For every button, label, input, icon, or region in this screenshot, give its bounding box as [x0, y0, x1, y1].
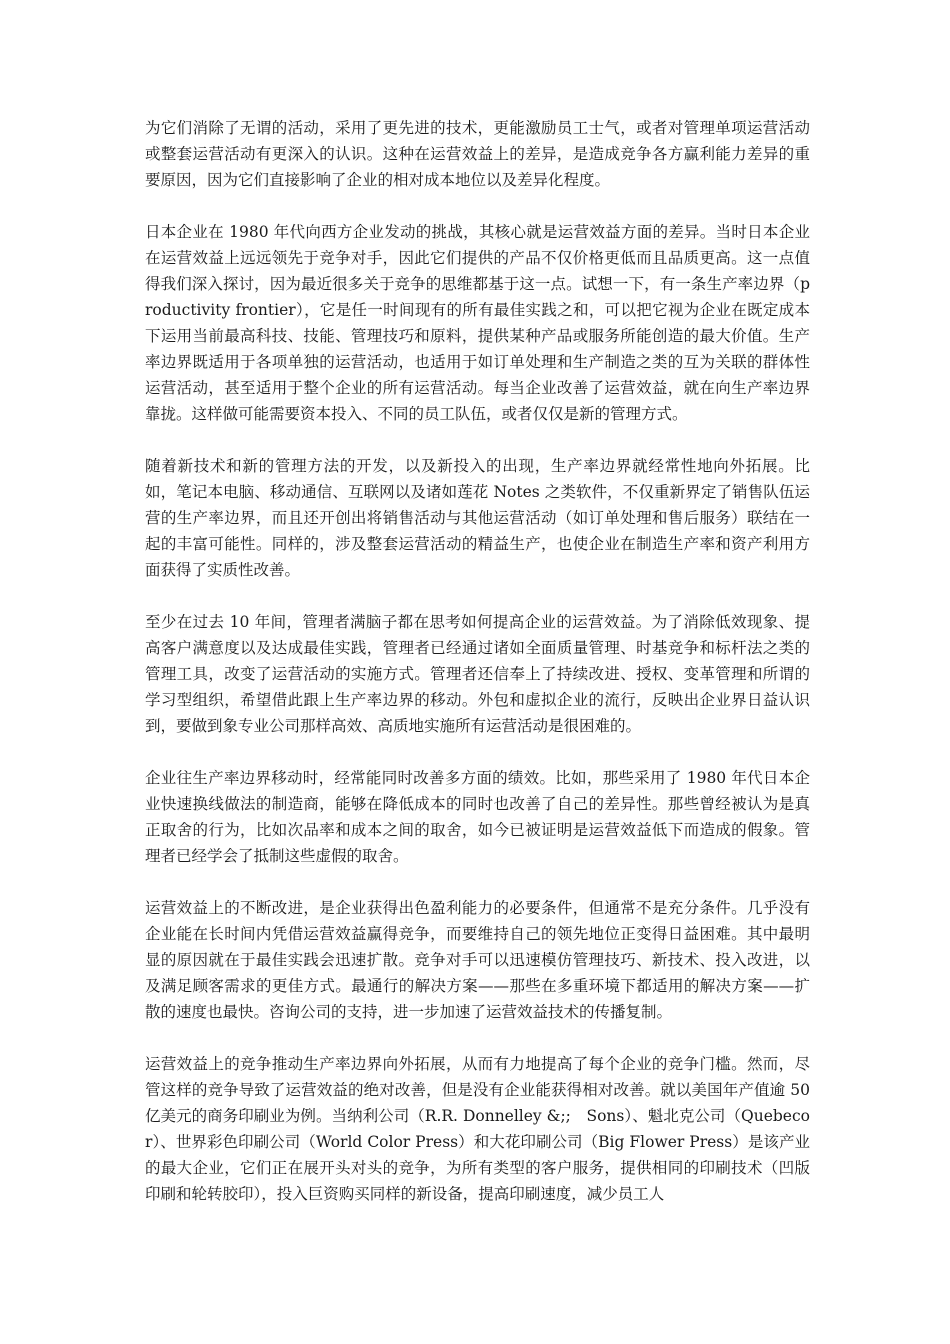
paragraph-3: 随着新技术和新的管理方法的开发，以及新投入的出现，生产率边界就经常性地向外拓展。比如，笔记本电脑、移动通信、互联网以及诸如莲花 Notes 之类软件，不仅重新界定了销售队伍运营的生产率边界，而且还开创出将销售活动与其他运营活动（如订单处理和售后服务）联结在一起的丰富可能性。同样的，涉及整套运营活动的精益生产，也使企业在制造生产率和资产利用方面获得了实质性改善。 [145, 457, 810, 579]
paragraph-5: 企业往生产率边界移动时，经常能同时改善多方面的绩效。比如，那些采用了 1980 年代日本企业快速换线做法的制造商，能够在降低成本的同时也改善了自己的差异性。那些曾经被认为是真正取舍的行为，比如次品率和成本之间的取舍，如今已被证明是运营效益低下而造成的假象。管理者已经学会了抵制这些虚假的取舍。 [145, 769, 810, 865]
body-text [145, 115, 810, 1233]
paragraph-7: 运营效益上的竞争推动生产率边界向外拓展，从而有力地提高了每个企业的竞争门槛。然而，尽管这样的竞争导致了运营效益的绝对改善，但是没有企业能获得相对改善。就以美国年产值逾 50 亿美元的商务印刷业为例。当纳利公司（R.R. Donnelley &;; Sons）、魁北克公司（Quebecor）、世界彩色印刷公司（World Color Press）和大花印刷公司（Big Flower Press）是该产业的最大企业，它们正在展开头对头的竞争，为所有类型的客户服务，提供相同的印刷技术（凹版印刷和轮转胶印），投入巨资购买同样的新设备，提高印刷速度，减少员工人 [145, 1055, 810, 1203]
paragraph-2: 日本企业在 1980 年代向西方企业发动的挑战，其核心就是运营效益方面的差异。当时日本企业在运营效益上远远领先于竞争对手，因此它们提供的产品不仅价格更低而且品质更高。这一点值得我们深入探讨，因为最近很多关于竞争的思维都基于这一点。试想一下，有一条生产率边界（productivity frontier），它是任一时间现有的所有最佳实践之和，可以把它视为企业在既定成本下运用当前最高科技、技能、管理技巧和原料，提供某种产品或服务所能创造的最大价值。生产率边界既适用于各项单独的运营活动，也适用于如订单处理和生产制造之类的互为关联的群体性运营活动，甚至适用于整个企业的所有运营活动。每当企业改善了运营效益，就在向生产率边界靠拢。这样做可能需要资本投入、不同的员工队伍，或者仅仅是新的管理方式。 [145, 223, 810, 423]
paragraph-1: 为它们消除了无谓的活动，采用了更先进的技术，更能激励员工士气，或者对管理单项运营活动或整套运营活动有更深入的认识。这种在运营效益上的差异，是造成竞争各方赢利能力差异的重要原因，因为它们直接影响了企业的相对成本地位以及差异化程度。 [145, 119, 810, 189]
paragraph-6: 运营效益上的不断改进，是企业获得出色盈利能力的必要条件，但通常不是充分条件。几乎没有企业能在长时间内凭借运营效益赢得竞争，而要维持自己的领先地位正变得日益困难。其中最明显的原因就在于最佳实践会迅速扩散。竞争对手可以迅速模仿管理技巧、新技术、投入改进，以及满足顾客需求的更佳方式。最通行的解决方案——那些在多重环境下都适用的解决方案——扩散的速度也最快。咨询公司的支持，进一步加速了运营效益技术的传播复制。 [145, 899, 810, 1021]
paragraph-4: 至少在过去 10 年间，管理者满脑子都在思考如何提高企业的运营效益。为了消除低效现象、提高客户满意度以及达成最佳实践，管理者已经通过诸如全面质量管理、时基竞争和标杆法之类的管理工具，改变了运营活动的实施方式。管理者还信奉上了持续改进、授权、变革管理和所谓的学习型组织，希望借此跟上生产率边界的移动。外包和虚拟企业的流行，反映出企业界日益认识到，要做到象专业公司那样高效、高质地实施所有运营活动是很困难的。 [145, 613, 810, 735]
